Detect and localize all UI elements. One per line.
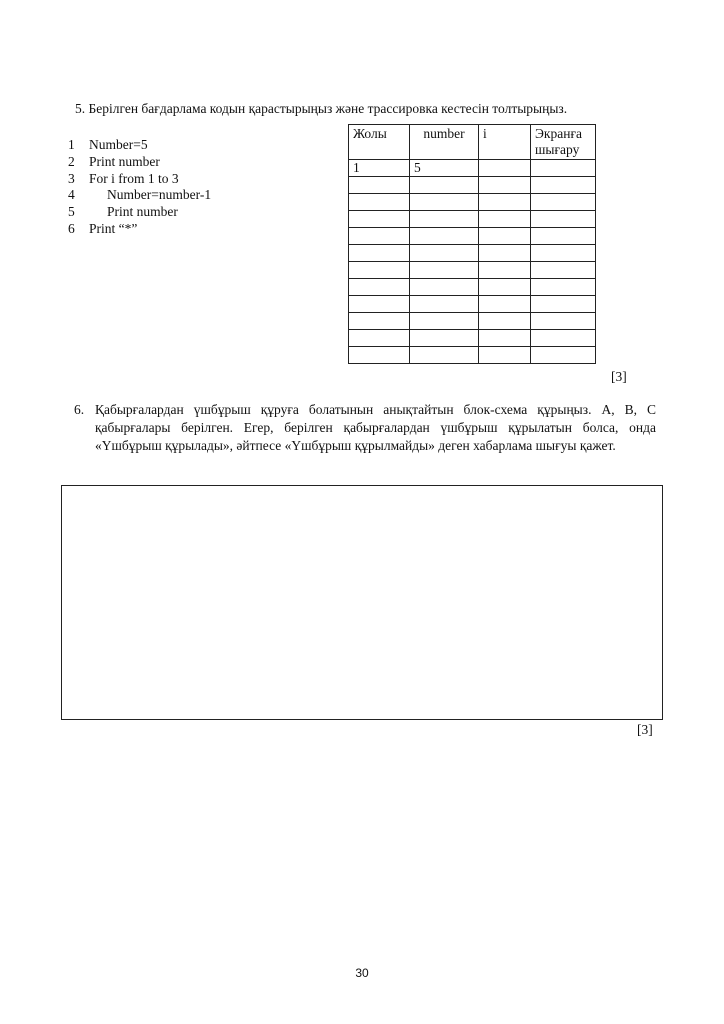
table-cell[interactable] — [410, 347, 479, 364]
table-cell[interactable] — [531, 228, 596, 245]
question-6-number: 6. — [74, 402, 85, 417]
table-cell[interactable] — [349, 262, 410, 279]
table-cell[interactable]: 1 — [349, 160, 410, 177]
table-cell[interactable] — [410, 330, 479, 347]
table-cell[interactable] — [349, 279, 410, 296]
table-cell[interactable] — [479, 296, 531, 313]
table-row — [349, 262, 596, 279]
table-cell[interactable] — [349, 194, 410, 211]
table-cell[interactable] — [531, 160, 596, 177]
table-row — [349, 160, 596, 177]
line-number: 6 — [68, 220, 75, 236]
code-text: For i from 1 to 3 — [89, 170, 179, 186]
question-6 — [74, 401, 656, 455]
table-cell[interactable] — [479, 228, 531, 245]
table-cell[interactable] — [531, 211, 596, 228]
table-cell[interactable] — [349, 347, 410, 364]
table-cell[interactable] — [349, 245, 410, 262]
code-text: Number=5 — [89, 137, 148, 152]
table-cell[interactable] — [349, 228, 410, 245]
table-row — [349, 194, 596, 211]
table-cell[interactable] — [531, 347, 596, 364]
answer-box[interactable] — [61, 485, 663, 720]
page-number: 30 — [355, 966, 369, 980]
line-number: 2 — [68, 153, 75, 169]
table-cell[interactable] — [479, 245, 531, 262]
code-line — [68, 137, 211, 154]
code-text: Print “*” — [89, 220, 138, 236]
table-cell[interactable] — [349, 296, 410, 313]
table-cell[interactable] — [479, 194, 531, 211]
table-cell[interactable] — [479, 313, 531, 330]
table-cell[interactable] — [531, 177, 596, 194]
question-6-text: Қабырғалардан үшбұрыш құруға болатынын анықтайтын блок-схема құрыңыз. A, B, C қабырғалары берілген. Егер, берілген қабырғалардан үшбұрыш құрылатын болса, онда «Үшбұрыш құрылады», әйтпесе «Үшбұрыш құрылмайды» деген хабарлама шығуы қажет. — [95, 402, 656, 453]
table-row — [349, 245, 596, 262]
trace-table-header — [349, 125, 596, 160]
line-number: 5 — [68, 204, 75, 220]
table-cell[interactable] — [479, 347, 531, 364]
question-5-mark: [3] — [611, 369, 627, 384]
table-cell[interactable] — [410, 296, 479, 313]
code-text: Number=number-1 — [107, 187, 212, 203]
table-cell[interactable] — [531, 262, 596, 279]
table-row — [349, 228, 596, 245]
header-number: number — [410, 125, 479, 160]
table-cell[interactable] — [349, 313, 410, 330]
table-cell[interactable] — [410, 279, 479, 296]
line-number: 1 — [68, 137, 75, 152]
table-cell[interactable] — [479, 160, 531, 177]
table-cell[interactable] — [349, 211, 410, 228]
table-row — [349, 313, 596, 330]
table-row — [349, 330, 596, 347]
table-cell[interactable] — [479, 262, 531, 279]
table-cell[interactable] — [410, 228, 479, 245]
table-cell[interactable] — [410, 211, 479, 228]
code-listing — [68, 137, 211, 238]
line-number: 4 — [68, 187, 75, 203]
table-cell[interactable] — [531, 313, 596, 330]
table-cell[interactable] — [349, 330, 410, 347]
code-line — [68, 204, 211, 221]
trace-table — [348, 124, 596, 364]
table-cell[interactable] — [410, 177, 479, 194]
table-row — [349, 279, 596, 296]
table-cell[interactable] — [479, 330, 531, 347]
table-cell[interactable] — [479, 177, 531, 194]
code-line — [68, 221, 211, 238]
line-number: 3 — [68, 170, 75, 186]
table-cell[interactable] — [410, 313, 479, 330]
table-row — [349, 211, 596, 228]
table-cell[interactable] — [410, 194, 479, 211]
table-row — [349, 177, 596, 194]
table-row — [349, 296, 596, 313]
table-cell[interactable] — [531, 330, 596, 347]
table-cell[interactable] — [479, 279, 531, 296]
table-cell[interactable] — [531, 245, 596, 262]
question-6-mark: [3] — [637, 722, 653, 737]
code-line — [68, 154, 211, 171]
table-cell[interactable] — [531, 279, 596, 296]
table-cell[interactable] — [479, 211, 531, 228]
table-cell[interactable] — [410, 262, 479, 279]
code-text: Print number — [107, 204, 178, 220]
table-cell[interactable] — [410, 245, 479, 262]
table-cell[interactable] — [531, 296, 596, 313]
table-cell[interactable]: 5 — [410, 160, 479, 177]
code-line — [68, 187, 211, 204]
header-i: i — [479, 125, 531, 160]
header-line: Жолы — [349, 125, 410, 160]
code-line — [68, 171, 211, 188]
table-cell[interactable] — [531, 194, 596, 211]
table-cell[interactable] — [349, 177, 410, 194]
table-row — [349, 347, 596, 364]
header-screen-output: Экранға шығару — [531, 125, 596, 160]
question-5-title: 5. Берілген бағдарлама кодын қарастырыңыз және трассировка кестесін толтырыңыз. — [75, 101, 568, 116]
code-text: Print number — [89, 153, 160, 169]
